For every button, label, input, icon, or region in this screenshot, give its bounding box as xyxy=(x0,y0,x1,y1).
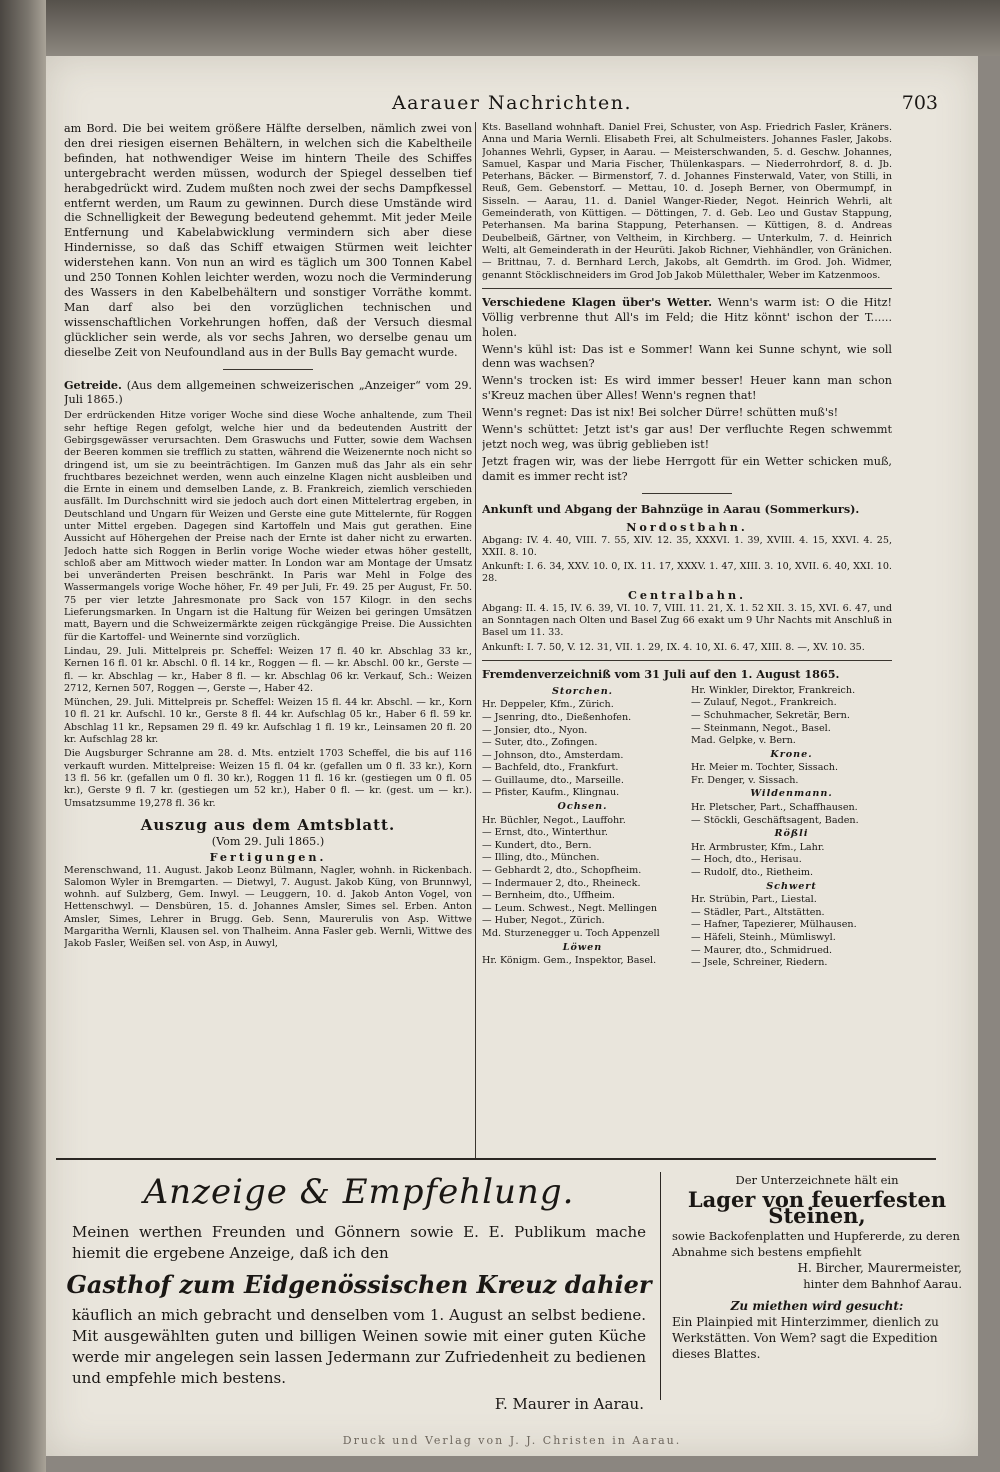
guest-entry: — Jsele, Schreiner, Riedern. xyxy=(691,957,828,969)
separator xyxy=(482,660,892,661)
klagen-line: Jetzt fragen wir, was der liebe Herrgott für ein Wetter schicken muß, damit es immer recht ist? xyxy=(482,454,892,483)
ad-text: käuflich an mich gebracht und denselben vom 1. August an selbst bediene. Mit ausgewählten guten und billigen Weinen sowie mit einer guten Küche werde mir angelegen sein lassen Jedermann zur Zufriedenheit zu bedienen und empfehle mich bestens. xyxy=(72,1306,646,1387)
fremden-heading: Fremdenverzeichniß vom 31 Juli auf den 1. August 1865. xyxy=(482,666,840,681)
getreide-body: Der erdrückenden Hitze voriger Woche sind diese Woche anhaltende, zum Theil sehr heftige Regen gefolgt, welche hier und da bedeutenden Austritt der Gebirgsgewässer verursachten. Dem Graswuchs und Futter, sowie dem Wachsen der Beeren kommen sie trefflich zu statten, während die Weizenernte noch nicht so dringend ist, um sie zu beeinträchtigen. Im Ganzen muß das Jahr als ein sehr fruchtbares bezeichnet werden, wenn auch einzelne Klagen nicht ausbleiben und die Ernte in einem und demselben Lande, z. B. Frankreich, ziemlich verschieden ausfällt. Im Durchschnitt wird sie jedoch auch dort einen Mittelertrag ergeben, in Deutschland und Ungarn für Weizen und Gerste eine gute Mittelernte, für Roggen unter Mittel ergeben. Dagegen sind Kartoffeln und Mais gut gerathen. Eine Aussicht auf Höhergehen der Preise nach der Ernte ist daher nicht zu erwarten. Jedoch hatte sich Roggen in Berlin vorige Woche wieder etwas höher gestellt, schloß aber am Mittwoch wieder matter. In London war am Montage der Umsatz bei unveränderten Preisen beschränkt. In Paris war Mehl in Folge des Wassermangels vorige Woche höher, Fr. 49 per Juli, Fr. 49. 25 per August, Fr. 50. 75 per vier letzte Jahresmonate pro Sack von 157 Kilogr. in den sechs Lieferungsmarken. In Ungarn ist die Haltung für Weizen bei geringen Umsätzen matt, Bayern und die Schweizermärkte zeigen rückgängige Preise. Die Aussichten für die Kartoffel- und Weinernte sind vorzüglich. xyxy=(64,410,472,643)
hotel-name: Löwen xyxy=(562,941,603,953)
separator xyxy=(482,288,892,289)
guest-entry: Hr. Armbruster, Kfm., Lahr. xyxy=(691,841,825,853)
fertigungen-body: Merenschwand, 11. August. Jakob Leonz Bülmann, Nagler, wohnh. in Rickenbach. Salomon Wyler in Bremgarten. — Dietwyl, 7. August. Jakob Küng, von Brunnwyl, wohnh. auf Sulzberg, Gem. Inwyl. — Leuggern, 10. d. Jakob Anton Vogel, von Hettenschwyl. — Densbüren, 15. d. Johannes Amsler, Simes sel. Erben. Anton Amsler, Simes, Lehrer in Brugg. Geb. Senn, Maurerulis von Asp. Wittwe Margaritha Wernli, Klausen sel. von Thalheim. Anna Fasler geb. Wernli, Wittwe des Jakob Fasler, Weißen sel. von Asp, in Auwyl, xyxy=(64,864,472,950)
guest-list-left xyxy=(482,685,683,970)
guest-entry: — Bernheim, dto., Uffheim. xyxy=(482,890,615,902)
guest-list-right xyxy=(691,685,892,970)
guest-entry: Hr. Deppeler, Kfm., Zürich. xyxy=(482,699,614,711)
newspaper-page xyxy=(46,56,978,1456)
page-number: 703 xyxy=(901,92,938,114)
hotel-name: Rößli xyxy=(774,828,809,840)
amtsblatt-date: (Vom 29. Juli 1865.) xyxy=(211,834,325,848)
klagen-line: Wenn's kühl ist: Das ist e Sommer! Wann kei Sunne schynt, wie soll denn was wachsen? xyxy=(482,342,892,371)
guest-entry: — Huber, Negot., Zürich. xyxy=(482,915,605,927)
ad-text: Meinen werthen Freunden und Gönnern sowie E. E. Publikum mache hiemit die ergebene Anzeige, daß ich den xyxy=(72,1223,646,1262)
ad-business-name: Gasthof zum Eidgenössischen Kreuz dahier xyxy=(66,1270,652,1299)
hotel-name: Schwert xyxy=(766,880,817,892)
guest-entry: — Hafner, Tapezierer, Mülhausen. xyxy=(691,919,857,931)
guest-entry: — Bachfeld, dto., Frankfurt. xyxy=(482,762,619,774)
guest-entry: — Schuhmacher, Sekretär, Bern. xyxy=(691,709,850,721)
guest-entry: — Steinmann, Negot., Basel. xyxy=(691,722,831,734)
ad-divider xyxy=(660,1172,661,1400)
klagen-line: Wenn's regnet: Das ist nix! Bei solcher Dürre! schütten muß's! xyxy=(482,406,839,420)
column-divider xyxy=(475,122,476,1158)
klagen-line: Wenn's schüttet: Jetzt ist's gar aus! Der verfluchte Regen schwemmt jetzt noch weg, was übrig geblieben ist! xyxy=(482,423,892,452)
getreide-source: (Aus dem allgemeinen schweizerischen „Anzeiger“ vom 29. Juli 1865.) xyxy=(64,378,472,407)
guest-entry: — Städler, Part., Altstätten. xyxy=(691,906,825,918)
ad-signature: F. Maurer in Aarau. xyxy=(494,1395,644,1413)
guest-entry: — Indermauer 2, dto., Rheineck. xyxy=(482,877,641,889)
guest-list xyxy=(482,685,892,970)
ad-title: Anzeige & Empfehlung. xyxy=(143,1172,575,1212)
guest-entry: — Pfister, Kaufm., Klingnau. xyxy=(482,787,620,799)
advertisement-steine xyxy=(672,1172,962,1412)
augsburg-prices: Die Augsburger Schranne am 28. d. Mts. entzielt 1703 Scheffel, die bis auf 116 verkauft wurden. Mittelpreise: Weizen 15 fl. 04 kr. (gefallen um 0 fl. 33 kr.), Korn 13 fl. 56 kr. (gefallen um 0 fl. 30 kr.), Roggen 11 fl. 16 kr. (gestiegen um 0 fl. 05 kr.), Gerste 9 fl. 7 kr. (gestiegen um 52 kr.), Haber 0 fl. — kr. (gest. um — kr.). Umsatzsumme 19,278 fl. 36 kr. xyxy=(64,748,472,809)
guest-entry: — Ernst, dto., Winterthur. xyxy=(482,827,608,839)
section-rule xyxy=(56,1158,936,1160)
guest-entry: — Guillaume, dto., Marseille. xyxy=(482,774,624,786)
klagen-heading: Verschiedene Klagen über's Wetter. xyxy=(482,294,712,309)
masthead-title: Aarauer Nachrichten. xyxy=(391,92,633,114)
separator xyxy=(642,493,732,494)
lindau-prices: Lindau, 29. Juli. Mittelpreis pr. Scheffel: Weizen 17 fl. 40 kr. Abschlag 33 kr., Kernen 16 fl. 01 kr. Abschl. 0 fl. 14 kr., Roggen — fl. — kr. Abschl. 00 kr., Gerste — fl. — kr. Abschlag — kr., Haber 8 fl. — kr. Abschlag 06 kr. Verkauf, Sch.: Weizen 2712, Kernen 507, Roggen —, Gerste —, Haber 42. xyxy=(64,645,472,694)
guest-entry: — Leum. Schwest., Negt. Mellingen xyxy=(482,902,658,914)
centralbahn-heading: Centralbahn. xyxy=(628,587,746,602)
ad-business-name: Lager von feuerfesten Steinen, xyxy=(687,1187,947,1228)
hotel-name: Ochsen. xyxy=(557,801,608,813)
central-ankunft: Ankunft: I. 7. 50, V. 12. 31, VII. 1. 29, IX. 4. 10, XI. 6. 47, XIII. 8. —, XV. 10. 35. xyxy=(482,641,865,653)
bahn-heading: Ankunft und Abgang der Bahnzüge in Aarau (Sommerkurs). xyxy=(482,501,860,516)
page-header xyxy=(46,92,978,122)
fertigungen-heading: Fertigungen. xyxy=(209,849,327,864)
gesucht-body: Ein Plainpied mit Hinterzimmer, dienlich zu Werkstätten. Von Wem? sagt die Expedition dieses Blattes. xyxy=(672,1315,939,1361)
guest-entry: Hr. Pletscher, Part., Schaffhausen. xyxy=(691,802,858,814)
guest-entry: — Suter, dto., Zofingen. xyxy=(482,737,598,749)
hotel-name: Wildenmann. xyxy=(750,788,833,800)
gesucht-heading: Zu miethen wird gesucht: xyxy=(730,1299,904,1313)
nordost-abgang: Abgang: IV. 4. 40, VIII. 7. 55, XIV. 12. 35, XXXVI. 1. 39, XVIII. 4. 15, XXVI. 4. 25, XXII. 8. 10. xyxy=(482,534,892,558)
nordostbahn-heading: Nordostbahn. xyxy=(626,519,748,534)
guest-entry: Hr. Büchler, Negot., Lauffohr. xyxy=(482,814,626,826)
left-column xyxy=(64,122,472,1154)
guest-entry: — Zulauf, Negot., Frankreich. xyxy=(691,697,837,709)
guest-entry: Hr. Winkler, Direktor, Frankreich. xyxy=(691,684,856,696)
guest-entry: — Häfeli, Steinh., Mümliswyl. xyxy=(691,932,836,944)
guest-entry: Fr. Denger, v. Sissach. xyxy=(691,774,799,786)
amtsblatt-heading: Auszug aus dem Amtsblatt. xyxy=(140,815,396,834)
scan-border xyxy=(46,0,1000,56)
ad-address: hinter dem Bahnhof Aarau. xyxy=(803,1277,962,1291)
ad-intro: Der Unterzeichnete hält ein xyxy=(735,1173,899,1187)
fertigungen-continued: Kts. Baselland wohnhaft. Daniel Frei, Schuster, von Asp. Friedrich Fasler, Kräners. Anna und Maria Wernli. Elisabeth Frei, alt Schulmeisters. Johannes Fasler, Jakobs. Johannes Wehrli, Gypser, in Aarau. — Meisterschwanden, 5. d. Geschw. Johannes, Samuel, Kaspar und Maria Fischer, Thülenkaspars. — Niederrohrdorf, 8. d. Jb. Peterhans, Bäcker. — Birmenstorf, 7. d. Johannes Finsterwald, Vater, von Stilli, in Reuß, Gem. Gebenstorf. — Mettau, 10. d. Joseph Berner, von Obermumpf, in Sisseln. — Aarau, 11. d. Daniel Wanger-Rieder, Negot. Heinrich Wehrli, alt Gemeinderath, von Küttigen. — Döttingen, 7. d. Geb. Leo und Gustav Stappung, Peterhansen. Ma barina Stappung, Peterhansen. — Küttigen, 8. d. Andreas Deubelbeiß, Gärtner, von Veltheim, in Kirchberg. — Unterkulm, 7. d. Heinrich Welti, alt Gemeinderath in der Heurüti. Jakob Richner, Viehhändler, von Gränichen. — Brittnau, 7. d. Bernhard Lerch, Jakobs, alt Gemdrth. im Grod. Joh. Widmer, genannt Stöcklischneiders im Grod Job Jakob Mületthaler, Weber im Katzenmoos. xyxy=(482,122,892,281)
guest-entry: — Illing, dto., München. xyxy=(482,852,600,864)
hotel-name: Storchen. xyxy=(551,685,614,697)
guest-entry: — Gebhardt 2, dto., Schopfheim. xyxy=(482,865,642,877)
binding-gutter xyxy=(0,0,46,1472)
guest-entry: Hr. Strübin, Part., Liestal. xyxy=(691,894,817,906)
hotel-name: Krone. xyxy=(770,748,813,760)
muenchen-prices: München, 29. Juli. Mittelpreis pr. Scheffel: Weizen 15 fl. 44 kr. Abschl. — kr., Korn 10 fl. 21 kr. Aufschl. 10 kr., Gerste 8 fl. 44 kr. Aufschlag 05 kr., Haber 6 fl. 59 kr. Abschlag 11 kr., Repsamen 29 fl. 49 kr. Aufschlag 1 fl. 19 kr., Leinsamen 20 fl. 20 kr. Aufschlag 28 kr. xyxy=(64,697,472,746)
getreide-heading: Getreide. xyxy=(64,377,122,392)
guest-entry: Hr. Königm. Gem., Inspektor, Basel. xyxy=(482,955,657,967)
guest-entry: Hr. Meier m. Tochter, Sissach. xyxy=(691,762,839,774)
cable-article: am Bord. Die bei weitem größere Hälfte derselben, nämlich zwei von den drei riesigen eisernen Behältern, in welchen sich die Kabeltheile befinden, hat nothwendiger Weise im hintern Theile des Schiffes untergebracht werden müssen, wodurch der Spiegel desselben tief herabgedrückt wird. Zudem mußten noch zwei der sechs Dampfkessel entfernt werden, um Raum zu gewinnen. Durch diese Umstände wird die Schnelligkeit der Bewegung bedeutend gehemmt. Mit jeder Meile Entfernung und Kabelabwicklung vermindern sich aber diese Hindernisse, so daß das Schiff etwaigen Stürmen weit leichter widerstehen kann. Von nun an wird es täglich um 300 Tonnen Kabel und 250 Tonnen Kohlen leichter werden, wozu noch die Verminderung des Wassers in den Kabelbehältern und sonstiger Vorräthe kommt. Man darf also bei den vorzüglichen technischen und wissenschaftlichen Vorkehrungen hoffen, daß der Versuch diesmal glücklicher sein werde, als vor sechs Jahren, wo derselbe genau um dieselbe Zeit von Neufoundland aus in der Bulls Bay gemacht wurde. xyxy=(64,122,472,359)
klagen-line: Wenn's warm ist: O die Hitz! Völlig verbrenne thut All's im Feld; die Hitz könnt' ischon der T...... holen. xyxy=(482,295,892,339)
guest-entry: — Hoch, dto., Herisau. xyxy=(691,854,802,866)
separator xyxy=(223,369,313,370)
guest-entry: — Jsenring, dto., Dießenhofen. xyxy=(482,711,632,723)
printer-imprint: Druck und Verlag von J. J. Christen in Aarau. xyxy=(342,1434,682,1447)
guest-entry: — Rudolf, dto., Rietheim. xyxy=(691,867,813,879)
ad-text: sowie Backofenplatten und Hupfererde, zu deren Abnahme sich bestens empfiehlt xyxy=(672,1229,960,1259)
right-column xyxy=(482,122,892,1154)
ad-signature: H. Bircher, Maurermeister, xyxy=(797,1261,962,1275)
advertisement-gasthof xyxy=(64,1166,654,1413)
klagen-line: Wenn's trocken ist: Es wird immer besser! Heuer kann man schon s'Kreuz machen über Alles! Wenn's regnen that! xyxy=(482,374,892,403)
nordost-ankunft: Ankunft: I. 6. 34, XXV. 10. 0, IX. 11. 17, XXXV. 1. 47, XIII. 3. 10, XVII. 6. 40, XXI. 10. 28. xyxy=(482,561,892,585)
guest-entry: — Kundert, dto., Bern. xyxy=(482,839,592,851)
central-abgang: Abgang: II. 4. 15, IV. 6. 39, VI. 10. 7, VIII. 11. 21, X. 1. 52 XII. 3. 15, XVI. 6. 47, und an Sonntagen nach Olten und Basel Zug 66 exakt um 9 Uhr Nachts mit Anschluß in Basel um 11. 33. xyxy=(482,602,892,639)
guest-entry: — Johnson, dto., Amsterdam. xyxy=(482,749,624,761)
guest-entry: Md. Sturzenegger u. Toch Appenzell xyxy=(482,928,660,940)
guest-entry: — Maurer, dto., Schmidrued. xyxy=(691,944,833,956)
guest-entry: — Jonsier, dto., Nyon. xyxy=(482,724,588,736)
guest-entry: Mad. Gelpke, v. Bern. xyxy=(691,735,796,747)
guest-entry: — Stöckli, Geschäftsagent, Baden. xyxy=(691,814,859,826)
